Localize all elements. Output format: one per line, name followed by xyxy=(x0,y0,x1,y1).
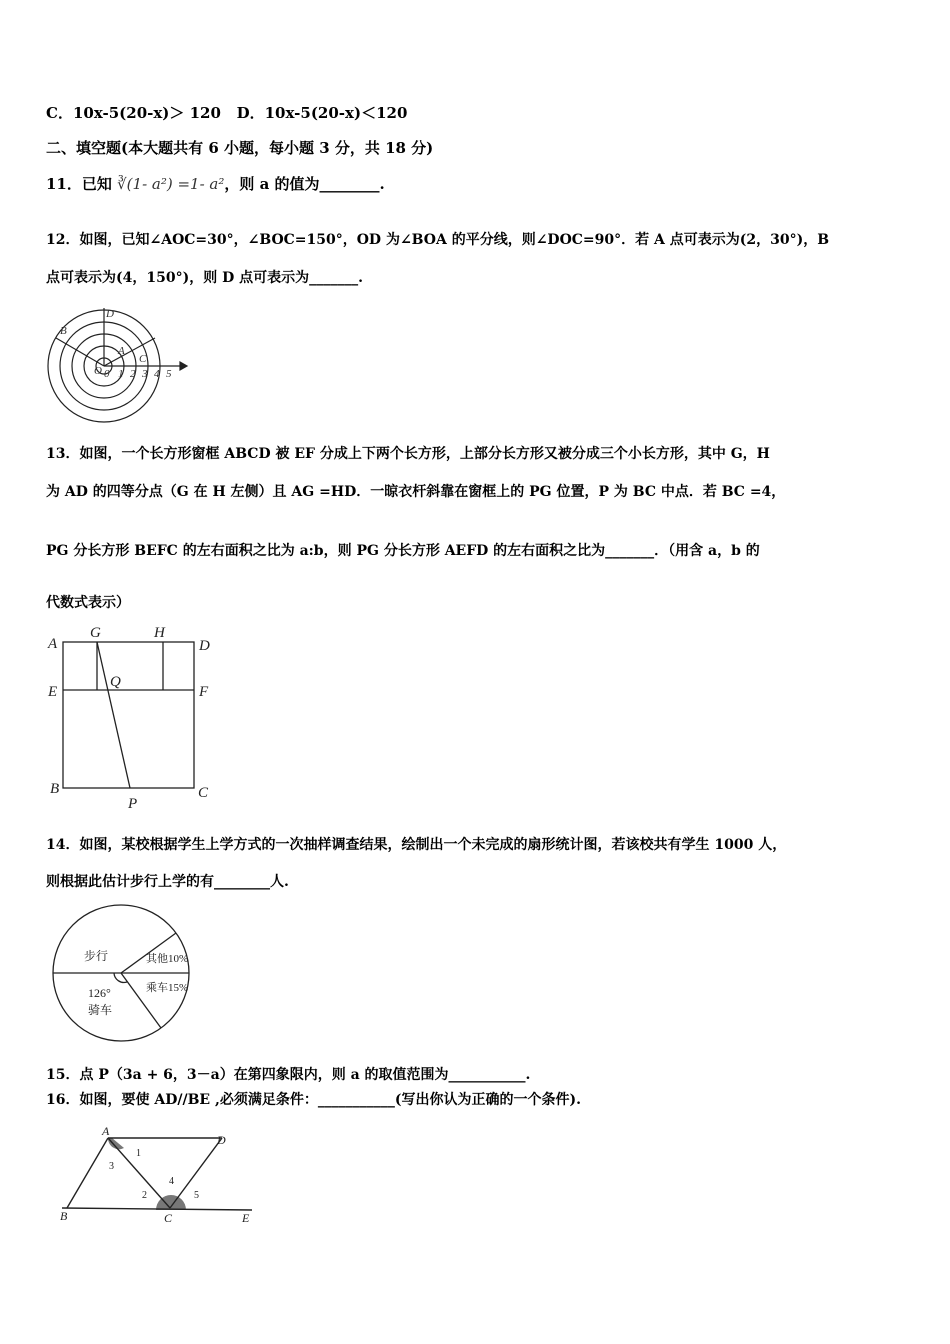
label-o: O xyxy=(94,365,102,377)
q13-line3: PG 分长方形 BEFC 的左右面积之比为 a:b，则 PG 分长方形 AEFD 的左右面积之比为_______．（用含 a，b 的 xyxy=(46,543,760,559)
tick-2: 2 xyxy=(130,368,136,380)
label-c: C xyxy=(164,1211,173,1225)
label-angle-1: 1 xyxy=(136,1148,141,1159)
q11-formula: ∛(1- a²) =1- a² xyxy=(117,175,225,193)
label-angle-3: 3 xyxy=(109,1161,114,1172)
polar-figure xyxy=(42,302,192,424)
tick-4: 4 xyxy=(154,368,160,380)
label-c: C xyxy=(139,353,147,365)
label-c: C xyxy=(198,785,209,801)
label-a: A xyxy=(48,636,58,652)
tick-5: 5 xyxy=(166,368,172,380)
section-heading: 二、填空题(本大题共有 6 小题，每小题 3 分，共 18 分) xyxy=(46,139,434,157)
label-e: E xyxy=(242,1211,250,1225)
label-a: A xyxy=(118,345,125,357)
label-d: D xyxy=(217,1133,226,1147)
q12-line2: 点可表示为(4，150°)，则 D 点可表示为_______. xyxy=(46,270,363,286)
label-d: D xyxy=(106,308,114,320)
label-other: 其他10% xyxy=(146,953,189,965)
label-angle-5: 5 xyxy=(194,1190,199,1201)
label-f: F xyxy=(199,684,209,700)
q13-line4: 代数式表示） xyxy=(46,595,130,611)
label-q: Q xyxy=(110,674,121,690)
label-b: B xyxy=(50,781,60,797)
label-b: B xyxy=(60,1209,68,1223)
label-d: D xyxy=(199,638,210,654)
parallel-figure xyxy=(52,1122,262,1226)
option-c: C．10x-5(20-x)＞ 120 xyxy=(46,104,221,122)
q11-prefix: 11．已知 xyxy=(46,175,112,193)
label-bike: 骑车 xyxy=(88,1003,113,1017)
q14-line2: 则根据此估计步行上学的有________人. xyxy=(46,874,289,890)
question-16: 16．如图，要使 AD//BE ,必须满足条件：___________(写出你认为正确的一个条件). xyxy=(46,1092,581,1108)
pie-figure xyxy=(50,902,200,1048)
label-b: B xyxy=(60,325,67,337)
label-walk: 步行 xyxy=(84,949,109,963)
label-a: A xyxy=(102,1124,110,1138)
label-h: H xyxy=(154,625,165,641)
q13-line1: 13．如图，一个长方形窗框 ABCD 被 EF 分成上下两个长方形，上部分长方形又被分成三个小长方形，其中 G，H xyxy=(46,446,770,462)
label-angle: 126° xyxy=(88,986,111,1000)
option-d: D．10x-5(20-x)＜120 xyxy=(236,104,408,122)
q14-line1: 14．如图，某校根据学生上学方式的一次抽样调查结果，绘制出一个未完成的扇形统计图，若该校共有学生 1000 人， xyxy=(46,837,787,853)
label-angle-4: 4 xyxy=(169,1176,174,1187)
label-bus: 乘车15% xyxy=(146,982,189,994)
q10-options xyxy=(46,102,407,123)
tick-0: 0 xyxy=(104,368,110,380)
tick-1: 1 xyxy=(118,368,124,380)
tick-3: 3 xyxy=(142,368,148,380)
label-angle-2: 2 xyxy=(142,1190,147,1201)
window-figure xyxy=(44,620,219,815)
question-11 xyxy=(46,173,385,194)
q11-suffix: ，则 a 的值为________. xyxy=(224,175,385,193)
question-15: 15．点 P（3a + 6，3－a）在第四象限内，则 a 的取值范围为___________. xyxy=(46,1067,531,1083)
label-g: G xyxy=(90,625,101,641)
q13-line2: 为 AD 的四等分点（G 在 H 左侧）且 AG =HD．一晾衣杆斜靠在窗框上的 PG 位置，P 为 BC 中点．若 BC =4， xyxy=(46,484,786,500)
label-e: E xyxy=(48,684,58,700)
q12-line1: 12．如图，已知∠AOC=30°，∠BOC=150°，OD 为∠BOA 的平分线，则∠DOC=90°．若 A 点可表示为(2，30°)，B xyxy=(46,232,830,248)
label-p: P xyxy=(128,796,138,812)
